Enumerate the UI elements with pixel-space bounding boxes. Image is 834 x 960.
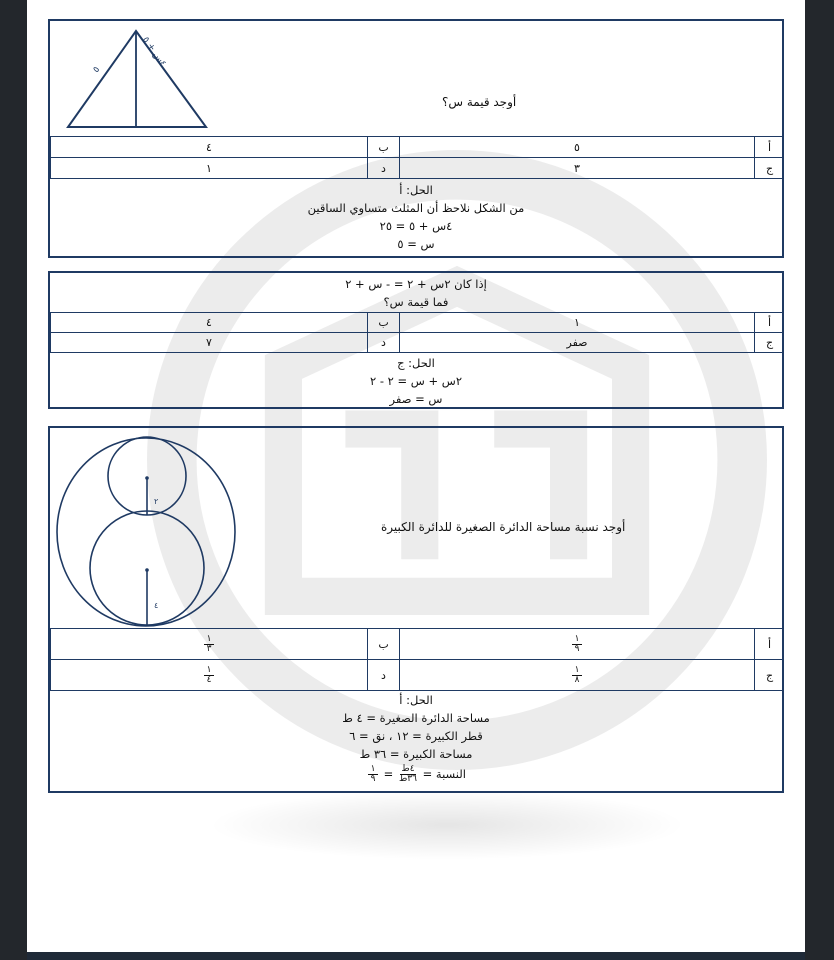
option-b-value: ٤ [50,313,367,332]
question-1-box [48,19,784,258]
fraction: $\frac{\text{٤ط}}{\text{٣٦ط}}$ [398,764,417,784]
solution-line: الحل: ج [397,356,435,370]
fraction: $\frac{١}{٩}$ [572,635,582,654]
bottom-bar [27,952,805,960]
solution-line: مساحة الكبيرة = ٣٦ ط [359,747,473,761]
question-2-box [48,271,784,409]
question-1-prompt: أوجد قيمة س؟ [442,95,517,109]
small-circle-radius-label: ٢ [154,497,159,506]
option-a-value: ٥ [399,137,754,157]
question-2-prompt-line: فما قيمة س؟ [383,295,449,309]
options-row-2 [50,157,782,178]
option-d-letter: د [367,158,399,178]
fraction: $\frac{١}{٤}$ [204,666,214,685]
question-2-prompt-line: إذا كان ٢س + ٢ = - س + ٢ [345,277,487,291]
ratio-label: النسبة = [422,767,466,781]
solution-line: س = صفر [389,392,443,406]
option-c-value: صفر [399,333,754,352]
question-3-prompt: أوجد نسبة مساحة الدائرة الصغيرة للدائرة الكبيرة [381,520,626,534]
option-d-letter: د [367,660,399,690]
solution-line: ٢س + س = ٢ - ٢ [369,374,462,388]
options-row-1 [50,628,782,659]
solution-line: قطر الكبيرة = ١٢ ، نق = ٦ [349,729,483,743]
solution-line: الحل: أ [399,183,433,197]
option-b-value [50,629,367,659]
option-d-letter: د [367,333,399,352]
triangle-right-side-label: ٤س + ٥ [140,35,168,69]
solution-line: مساحة الدائرة الصغيرة = ٤ ط [342,711,490,725]
option-a-letter: أ [754,137,784,157]
fraction: $\frac{١}{٣}$ [204,635,214,654]
options-row-2 [50,659,782,690]
page-shadow [207,790,687,860]
solution-line: من الشكل نلاحظ أن المثلث متساوي الساقين [307,201,525,215]
large-circle-radius-label: ٤ [154,601,159,610]
option-c-letter: ج [754,333,784,352]
solution-line: الحل: أ [399,693,433,707]
option-c-letter: ج [754,158,784,178]
solution-section [50,352,782,407]
option-a-value: ١ [399,313,754,332]
fraction: $\frac{١}{٨}$ [572,666,582,685]
solution-section [50,690,782,791]
triangle-left-side-label: ٥ [91,65,103,75]
option-d-value: ٧ [50,333,367,352]
option-a-value [399,629,754,659]
option-c-letter: ج [754,660,784,690]
option-d-value [50,660,367,690]
question-3-box [48,426,784,793]
option-b-letter: ب [367,137,399,157]
circles-figure [54,434,238,630]
option-b-letter: ب [367,313,399,332]
solution-section [50,178,782,256]
option-c-value [399,660,754,690]
solution-line: س = ٥ [397,237,435,251]
isosceles-triangle-figure [64,27,214,131]
option-b-value: ٤ [50,137,367,157]
options-row-1 [50,136,782,157]
solution-line: ٤س + ٥ = ٢٥ [379,219,453,233]
option-b-letter: ب [367,629,399,659]
options-row-1 [50,312,782,332]
option-d-value: ١ [50,158,367,178]
options-row-2 [50,332,782,352]
option-a-letter: أ [754,313,784,332]
option-c-value: ٣ [399,158,754,178]
ratio-line: النسبة = $\frac{\text{٤ط}}{\text{٣٦ط}}$ = $\frac{١}{٩}$ [50,765,782,784]
option-a-letter: أ [754,629,784,659]
fraction: $\frac{١}{٩}$ [368,765,378,784]
